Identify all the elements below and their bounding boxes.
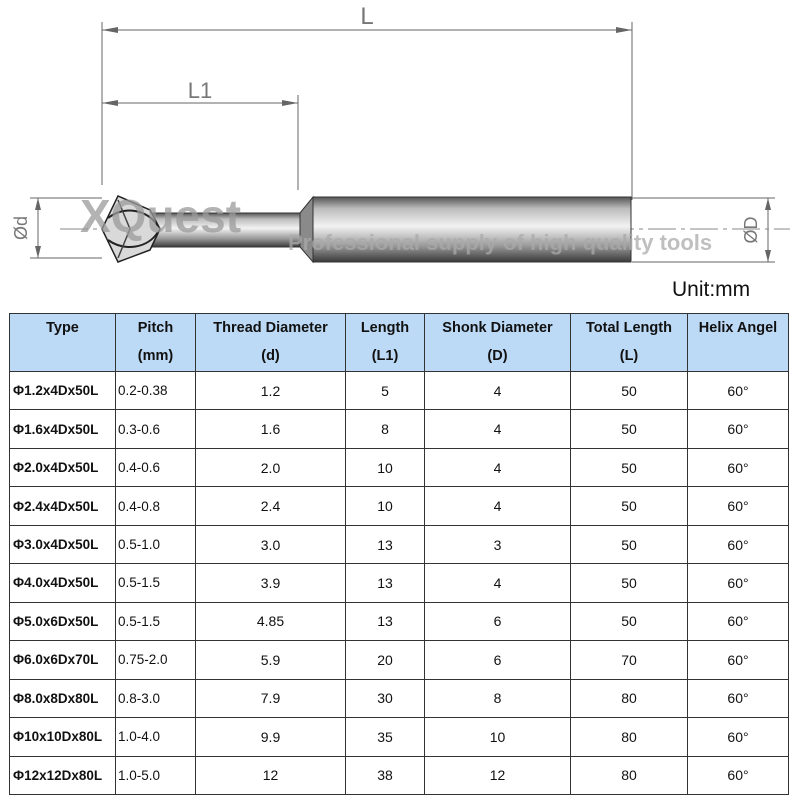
- table-cell: 13: [346, 564, 425, 602]
- table-row: [10, 602, 789, 640]
- table-cell: Φ6.0x6Dx70L: [10, 641, 116, 679]
- table-row: [10, 487, 789, 525]
- table-cell: 3: [425, 525, 571, 563]
- table-cell: 10: [425, 718, 571, 756]
- table-cell: 6: [425, 641, 571, 679]
- table-cell: 4: [425, 564, 571, 602]
- tool-dimension-drawing: [0, 0, 800, 270]
- table-cell: 4: [425, 372, 571, 410]
- table-cell: 60°: [688, 602, 789, 640]
- table-cell: Φ1.2x4Dx50L: [10, 372, 116, 410]
- table-cell: 0.4-0.8: [116, 487, 196, 525]
- table-cell: 3.9: [196, 564, 346, 602]
- table-cell: 0.5-1.0: [116, 525, 196, 563]
- table-cell: 1.0-4.0: [116, 718, 196, 756]
- table-row: [10, 679, 789, 717]
- table-cell: 60°: [688, 641, 789, 679]
- table-cell: Φ12x12Dx80L: [10, 756, 116, 794]
- table-cell: 60°: [688, 756, 789, 794]
- table-cell: Φ1.6x4Dx50L: [10, 410, 116, 448]
- table-cell: 4: [425, 487, 571, 525]
- table-cell: 13: [346, 525, 425, 563]
- table-cell: 0.4-0.6: [116, 448, 196, 486]
- table-cell: 35: [346, 718, 425, 756]
- table-row: [10, 641, 789, 679]
- table-cell: 50: [571, 372, 688, 410]
- table-cell: 60°: [688, 525, 789, 563]
- thread-length-label: L1: [187, 78, 213, 103]
- table-cell: Φ4.0x4Dx50L: [10, 564, 116, 602]
- table-row: [10, 525, 789, 563]
- table-cell: 1.0-5.0: [116, 756, 196, 794]
- table-body: [10, 372, 789, 795]
- table-cell: 60°: [688, 718, 789, 756]
- table-cell: 70: [571, 641, 688, 679]
- shank-diameter-label: ØD: [741, 216, 761, 244]
- table-cell: 9.9: [196, 718, 346, 756]
- table-cell: 6: [425, 602, 571, 640]
- table-cell: 3.0: [196, 525, 346, 563]
- column-header: Length (L1): [346, 314, 425, 372]
- table-cell: 60°: [688, 410, 789, 448]
- table-cell: 4: [425, 410, 571, 448]
- table-cell: Φ5.0x6Dx50L: [10, 602, 116, 640]
- table-cell: 50: [571, 448, 688, 486]
- table-cell: 0.5-1.5: [116, 602, 196, 640]
- table-cell: 8: [346, 410, 425, 448]
- unit-label: Unit:mm: [672, 278, 751, 301]
- table-row: [10, 564, 789, 602]
- table-cell: 60°: [688, 679, 789, 717]
- column-header: Pitch (mm): [116, 314, 196, 372]
- table-cell: 0.5-1.5: [116, 564, 196, 602]
- table-cell: 50: [571, 564, 688, 602]
- table-cell: 50: [571, 410, 688, 448]
- table-cell: 12: [425, 756, 571, 794]
- table-row: [10, 718, 789, 756]
- table-cell: 20: [346, 641, 425, 679]
- specifications-table: [9, 313, 789, 795]
- table-cell: 60°: [688, 564, 789, 602]
- table-cell: 7.9: [196, 679, 346, 717]
- table-cell: 50: [571, 525, 688, 563]
- table-cell: Φ3.0x4Dx50L: [10, 525, 116, 563]
- column-header: Thread Diameter (d): [196, 314, 346, 372]
- table-cell: 1.2: [196, 372, 346, 410]
- table-header-row: [10, 314, 789, 372]
- total-length-label: L: [360, 3, 374, 30]
- column-header: Helix Angel: [688, 314, 789, 372]
- table-cell: 5: [346, 372, 425, 410]
- table-cell: 0.75-2.0: [116, 641, 196, 679]
- table-cell: 2.0: [196, 448, 346, 486]
- table-cell: 1.6: [196, 410, 346, 448]
- table-cell: 5.9: [196, 641, 346, 679]
- table-cell: 38: [346, 756, 425, 794]
- table-cell: 4: [425, 448, 571, 486]
- table-cell: 80: [571, 718, 688, 756]
- table-cell: 60°: [688, 448, 789, 486]
- thread-diameter-label: Ød: [11, 215, 31, 241]
- table-cell: Φ2.4x4Dx50L: [10, 487, 116, 525]
- table-cell: 60°: [688, 487, 789, 525]
- table-cell: 30: [346, 679, 425, 717]
- watermark-brand: XQuest: [80, 190, 242, 242]
- table-cell: 0.8-3.0: [116, 679, 196, 717]
- table-cell: Φ2.0x4Dx50L: [10, 448, 116, 486]
- table-row: [10, 448, 789, 486]
- table-cell: 10: [346, 448, 425, 486]
- column-header: Total Length (L): [571, 314, 688, 372]
- table-cell: 80: [571, 679, 688, 717]
- watermark-tagline: Professional supply of high quality tools: [288, 230, 713, 255]
- column-header: Shonk Diameter (D): [425, 314, 571, 372]
- table-cell: Φ10x10Dx80L: [10, 718, 116, 756]
- table-cell: 50: [571, 487, 688, 525]
- table-cell: 80: [571, 756, 688, 794]
- table-row: [10, 410, 789, 448]
- table-cell: 13: [346, 602, 425, 640]
- table-cell: 60°: [688, 372, 789, 410]
- table-cell: 8: [425, 679, 571, 717]
- table-row: [10, 756, 789, 794]
- table-cell: 0.3-0.6: [116, 410, 196, 448]
- table-cell: 0.2-0.38: [116, 372, 196, 410]
- table-cell: Φ8.0x8Dx80L: [10, 679, 116, 717]
- table-cell: 10: [346, 487, 425, 525]
- table-cell: 2.4: [196, 487, 346, 525]
- table-cell: 12: [196, 756, 346, 794]
- table-cell: 50: [571, 602, 688, 640]
- table-cell: 4.85: [196, 602, 346, 640]
- column-header: Type: [10, 314, 116, 372]
- table-row: [10, 372, 789, 410]
